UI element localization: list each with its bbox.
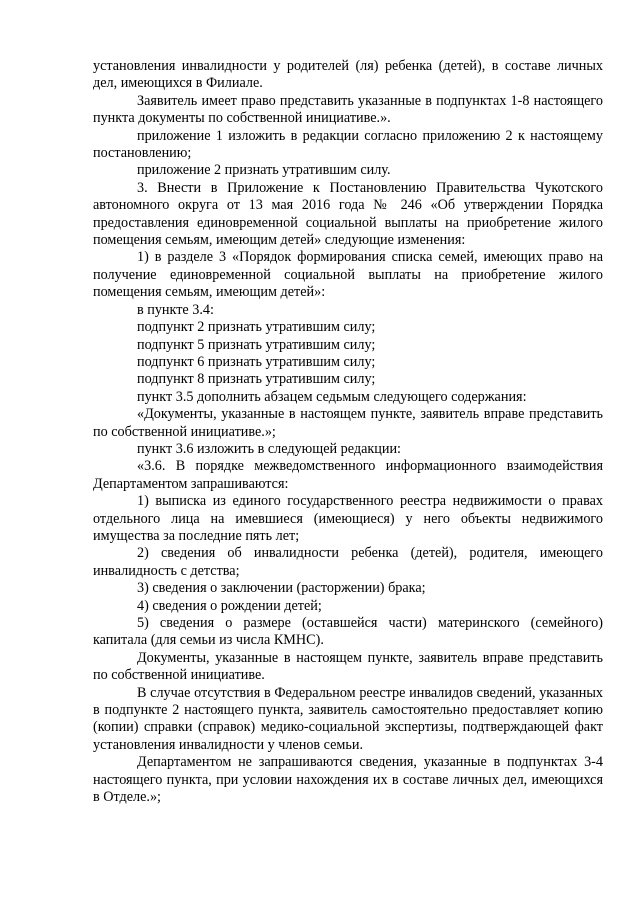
paragraph: 1) в разделе 3 «Порядок формирования списка семей, имеющих право на получение единовременной социальной выплаты на приобретение жилого помещения семьям, имеющим детей»: (93, 249, 603, 301)
paragraph: Департаментом не запрашиваются сведения, указанные в подпунктах 3-4 настоящего пункта, при условии нахождения их в составе личных дел, имеющихся в Отделе.»; (93, 754, 603, 806)
paragraph: приложение 1 изложить в редакции согласно приложению 2 к настоящему постановлению; (93, 127, 603, 162)
paragraph: подпункт 5 признать утратившим силу; (137, 336, 376, 353)
paragraph: «Документы, указанные в настоящем пункте, заявитель вправе представить по собственной инициативе.»; (93, 406, 603, 440)
paragraph: подпункт 6 признать утратившим силу; (137, 353, 376, 370)
paragraph: пункт 3.5 дополнить абзацем седьмым следующего содержания: (137, 388, 527, 405)
paragraph: 1) выписка из единого государственного реестра недвижимости о правах отдельного лица на имевшиеся (имеющиеся) у него объекты недвижимого имущества за последние пять лет; (93, 493, 603, 544)
paragraph: приложение 2 признать утратившим силу. (137, 162, 391, 179)
paragraph: пункт 3.6 изложить в следующей редакции: (137, 440, 401, 457)
paragraph: подпункт 2 признать утратившим силу; (137, 319, 376, 336)
paragraph: 5) сведения о размере (оставшейся части) материнского (семейного) капитала (для семьи из числа КМНС). (93, 615, 603, 649)
document-page (93, 58, 603, 806)
paragraph: Документы, указанные в настоящем пункте, заявитель вправе представить по собственной инициативе. (93, 649, 603, 684)
paragraph: «3.6. В порядке межведомственного информационного взаимодействия Департаментом запрашиваются: (93, 458, 603, 492)
paragraph: В случае отсутствия в Федеральном реестре инвалидов сведений, указанных в подпункте 2 настоящего пункта, заявитель самостоятельно предоставляет копию (копии) справки (справок) медико-социальной экспертизы, подтверждающей факт установления инвалидности у членов семьи. (93, 684, 603, 753)
paragraph: Заявитель имеет право представить указанные в подпунктах 1-8 настоящего пункта документы по собственной инициативе.». (93, 92, 603, 127)
paragraph: в пункте 3.4: (137, 301, 214, 318)
paragraph: подпункт 8 признать утратившим силу; (137, 371, 376, 388)
paragraph: 3) сведения о заключении (расторжении) брака; (137, 580, 426, 597)
paragraph: 3. Внести в Приложение к Постановлению Правительства Чукотского автономного округа от 13 мая 2016 года № 246 «Об утверждении Порядка предоставления единовременной социальной выплаты на приобретение жилого помещения семьям, имеющим детей» следующие изменения: (93, 179, 603, 249)
paragraph: установления инвалидности у родителей (ля) ребенка (детей), в составе личных дел, имеющихся в Филиале. (93, 58, 603, 92)
paragraph: 2) сведения об инвалидности ребенка (детей), родителя, имеющего инвалидность с детства; (93, 545, 603, 579)
paragraph: 4) сведения о рождении детей; (137, 597, 322, 614)
